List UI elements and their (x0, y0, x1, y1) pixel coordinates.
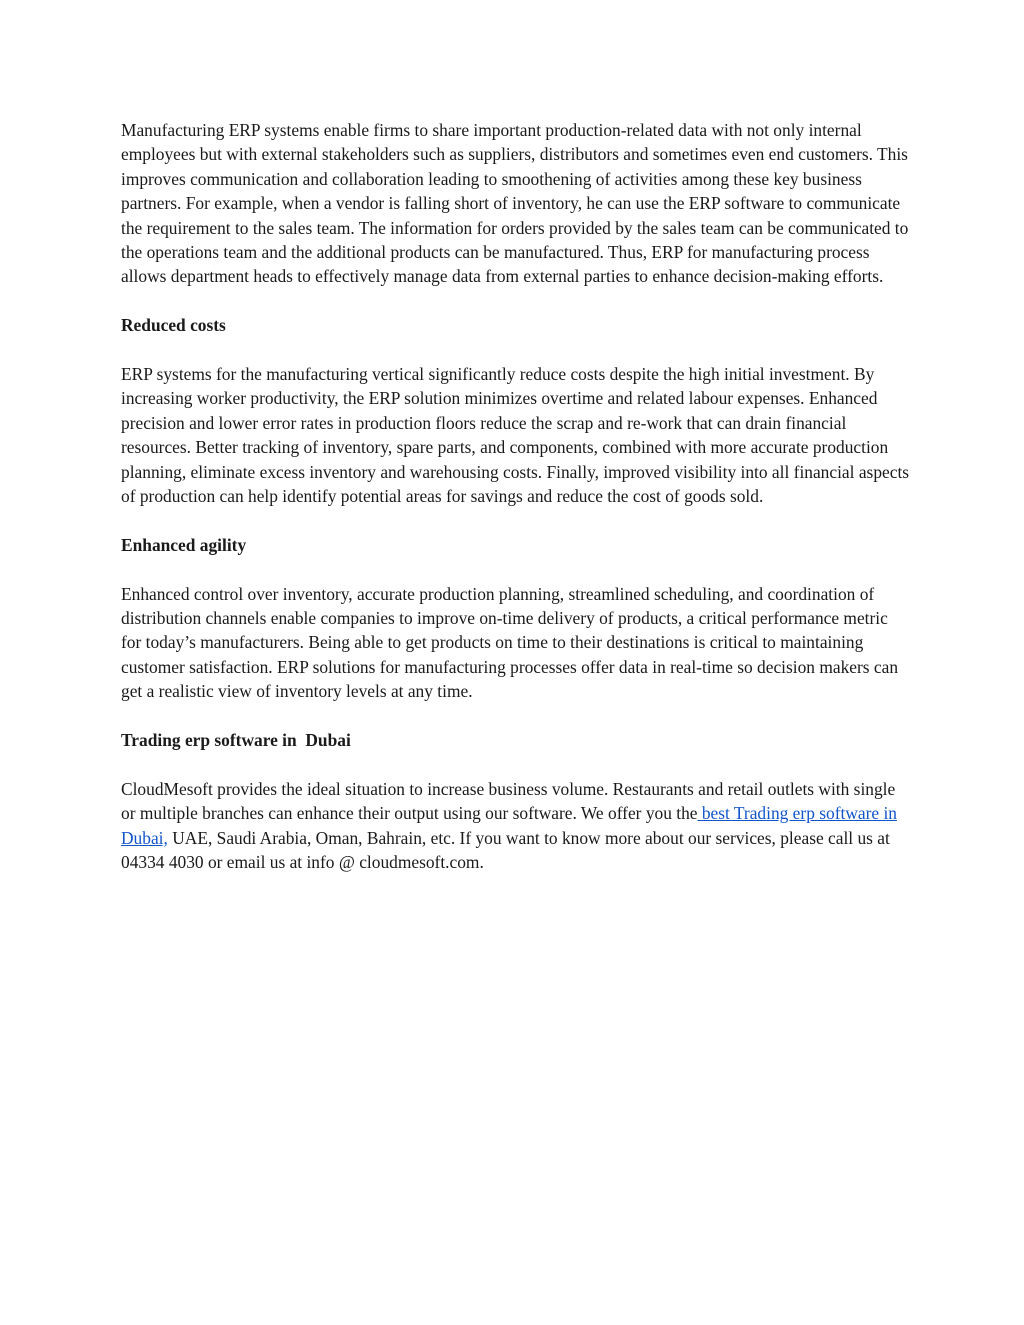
trading-erp-link[interactable]: best Trading erp software in Dubai, (121, 803, 897, 848)
paragraph-trading-erp-dubai (121, 777, 911, 875)
intro-paragraph: Manufacturing ERP systems enable firms to share important production-related data with not only internal employees but with external stakeholders such as suppliers, distributors and sometimes even end customers. This improves communication and collaboration leading to smoothening of activities among these key business partners. For example, when a vendor is falling short of inventory, he can use the ERP software to communicate the requirement to the sales team. The information for orders provided by the sales team can be communicated to the operations team and the additional products can be manufactured. Thus, ERP for manufacturing process allows department heads to effectively manage data from external parties to enhance decision-making efforts. (121, 120, 909, 287)
heading-trading-erp-dubai: Trading erp software in Dubai (121, 730, 351, 751)
document-page (121, 118, 911, 899)
paragraph-text-before-link: CloudMesoft provides the ideal situation to increase business volume. Restaurants and retail outlets with single or multiple branches can enhance their output using our software. We offer you the (121, 778, 896, 824)
heading-reduced-costs: Reduced costs (121, 315, 226, 336)
paragraph-text-after-link: UAE, Saudi Arabia, Oman, Bahrain, etc. If you want to know more about our services, please call us at 04334 4030 or email us at info @ cloudmesoft.com. (121, 827, 890, 873)
paragraph-reduced-costs: ERP systems for the manufacturing vertical significantly reduce costs despite the high initial investment. By increasing worker productivity, the ERP solution minimizes overtime and related labour expenses. Enhanced precision and lower error rates in production floors reduce the scrap and re-work that can drain financial resources. Better tracking of inventory, spare parts, and components, combined with more accurate production planning, eliminate excess inventory and warehousing costs. Finally, improved visibility into all financial aspects of production can help identify potential areas for savings and reduce the cost of goods sold. (121, 364, 910, 507)
paragraph-enhanced-agility: Enhanced control over inventory, accurate production planning, streamlined scheduling, and coordination of distribution channels enable companies to improve on-time delivery of products, a critical performance metric for today’s manufacturers. Being able to get products on time to their destinations is critical to maintaining customer satisfaction. ERP solutions for manufacturing processes offer data in real-time so decision makers can get a realistic view of inventory levels at any time. (121, 583, 899, 702)
heading-enhanced-agility: Enhanced agility (121, 534, 247, 555)
